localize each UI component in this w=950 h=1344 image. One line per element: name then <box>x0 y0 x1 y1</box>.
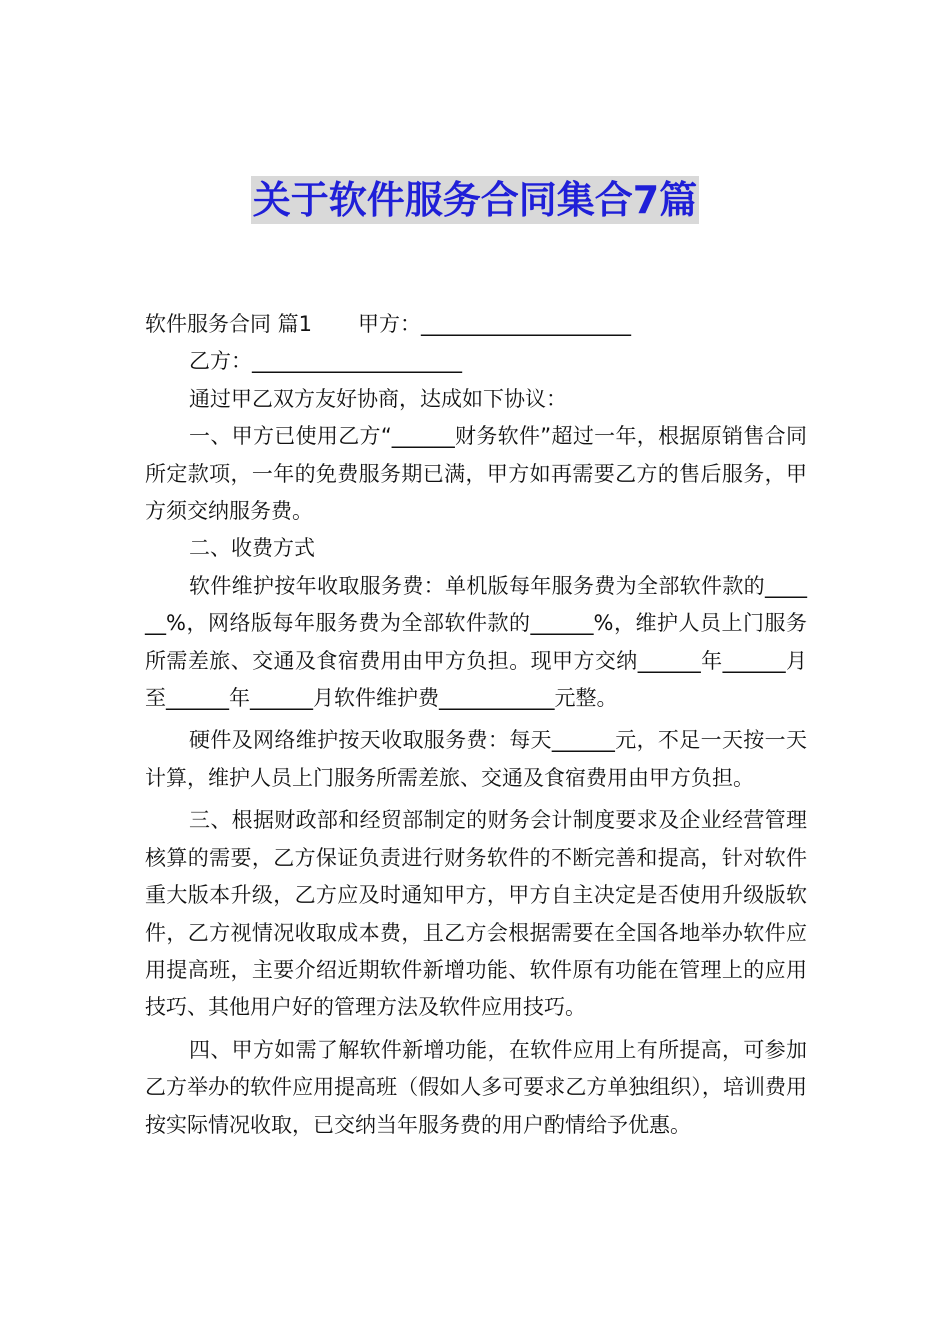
title-container <box>0 176 950 224</box>
paragraph-clause-1: 一、甲方已使用乙方“______财务软件”超过一年，根据原销售合同所定款项，一年的免费服务期已满，甲方如再需要乙方的售后服务，甲方须交纳服务费。 <box>145 424 807 524</box>
paragraph-software-maintenance: 软件维护按年收取服务费：单机版每年服务费为全部软件款的______%，网络版每年服务费为全部软件款的______%，维护人员上门服务所需差旅、交通及食宿费用由甲方负担。现甲方交纳______年______月至______年______月软件维护费___________元整。 <box>145 573 807 711</box>
paragraph-clause-3: 三、根据财政部和经贸部制定的财务会计制度要求及企业经营管理核算的需要，乙方保证负责进行财务软件的不断完善和提高，针对软件重大版本升级，乙方应及时通知甲方，甲方自主决定是否使用升级版软件，乙方视情况收取成本费，且乙方会根据需要在全国各地举办软件应用提高班，主要介绍近期软件新增功能、软件原有功能在管理上的应用技巧、其他用户好的管理方法及软件应用技巧。 <box>145 808 807 1020</box>
contract-header-line <box>145 306 807 343</box>
paragraph-hardware-maintenance: 硬件及网络维护按天收取服务费：每天______元，不足一天按一天计算，维护人员上门服务所需差旅、交通及食宿费用由甲方负担。 <box>145 728 807 790</box>
contract-name: 软件服务合同 篇1 <box>145 312 313 336</box>
document-title: 关于软件服务合同集合7篇 <box>252 178 698 222</box>
paragraph-clause-2-heading: 二、收费方式 <box>189 536 315 561</box>
document-body <box>145 306 807 1144</box>
paragraph-clause-4: 四、甲方如需了解软件新增功能，在软件应用上有所提高，可参加乙方举办的软件应用提高班（假如人多可要求乙方单独组织），培训费用按实际情况收取，已交纳当年服务费的用户酌情给予优惠。 <box>145 1037 807 1137</box>
paragraph-intro: 通过甲乙双方友好协商，达成如下协议： <box>189 386 567 411</box>
party-a-field: 甲方：____________________ <box>358 312 632 336</box>
party-b-field: 乙方：____________________ <box>189 349 462 374</box>
